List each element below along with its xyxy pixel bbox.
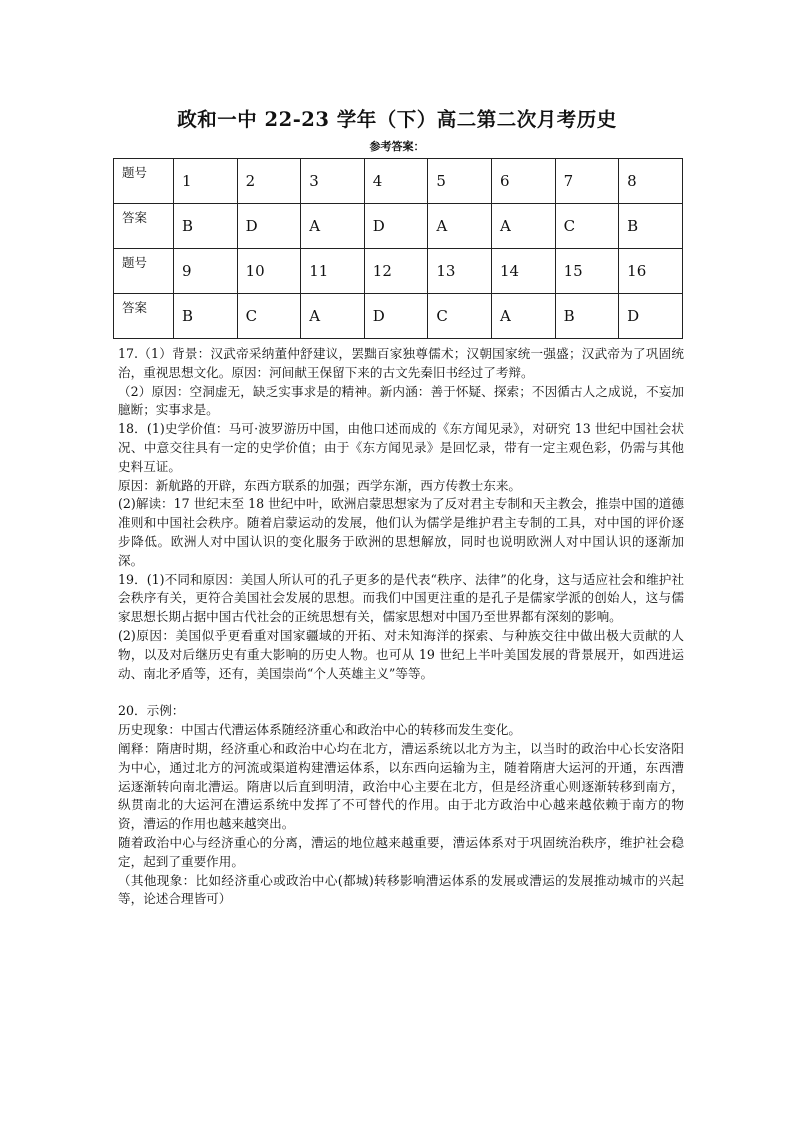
question-number: 16 <box>619 249 683 294</box>
table-row <box>114 294 683 339</box>
answer-paragraph-18-2: (2)解读：17 世纪末至 18 世纪中叶，欧洲启蒙思想家为了反对君主专制和天主教会，推崇中国的道德准则和中国社会秩序。随着启蒙运动的发展，他们认为儒学是维护君主专制的工具，对中国的评价逐步降低。欧洲人对中国认识的变化服务于欧洲的思想解放，同时也说明欧洲人对中国认识的逐渐加深。 <box>118 496 684 568</box>
answer-paragraph-20-explanation: 阐释：隋唐时期，经济重心和政治中心均在北方，漕运系统以北方为主，以当时的政治中心长安洛阳为中心，通过北方的河流或渠道构建漕运体系，以东西向运输为主，随着隋唐大运河的开通，东西漕运逐渐转向南北漕运。隋唐以后直到明清，政治中心主要在北方，但是经济重心则逐渐转移到南方，纵贯南北的大运河在漕运系统中发挥了不可替代的作用。由于北方政治中心越来越依赖于南方的物资，漕运的作用也越来越突出。 <box>118 740 684 832</box>
question-number: 15 <box>555 249 619 294</box>
answer-cell: C <box>555 204 619 249</box>
question-number: 5 <box>428 159 492 204</box>
question-number: 6 <box>491 159 555 204</box>
answer-cell: A <box>491 204 555 249</box>
answer-cell: B <box>174 294 238 339</box>
answer-paragraph-20-phenomenon: 历史现象：中国古代漕运体系随经济重心和政治中心的转移而发生变化。 <box>118 722 521 738</box>
answer-explanations <box>118 345 684 909</box>
question-number: 13 <box>428 249 492 294</box>
answer-cell: A <box>301 204 365 249</box>
answer-cell: D <box>364 294 428 339</box>
answer-key-subtitle: 参考答案： <box>369 140 425 153</box>
answer-cell: A <box>491 294 555 339</box>
question-number: 9 <box>174 249 238 294</box>
page-title: 政和一中 22-23 学年（下）高二第二次月考历史 <box>177 108 617 131</box>
answer-paragraph-20-conclusion: 随着政治中心与经济重心的分离，漕运的地位越来越重要，漕运体系对于巩固统治秩序，维护社会稳定，起到了重要作用。 <box>118 834 684 869</box>
question-number: 4 <box>364 159 428 204</box>
answer-paragraph-18-reason: 原因：新航路的开辟，东西方联系的加强；西学东渐，西方传教士东来。 <box>118 477 521 493</box>
answer-cell: A <box>428 204 492 249</box>
row-header-answer: 答案 <box>114 294 174 339</box>
answer-cell: B <box>619 204 683 249</box>
answer-cell: D <box>619 294 683 339</box>
answer-paragraph-20-other: （其他现象：比如经济重心或政治中心(都城)转移影响漕运体系的发展或漕运的发展推动城市的兴起等，论述合理皆可） <box>118 872 684 907</box>
answer-cell: D <box>364 204 428 249</box>
answer-cell: D <box>237 204 301 249</box>
paragraph-spacer <box>118 683 684 702</box>
answer-paragraph-17-2: （2）原因：空洞虚无，缺乏实事求是的精神。新内涵：善于怀疑、探索；不因循古人之成说，不妄加臆断；实事求是。 <box>118 383 684 418</box>
answer-paragraph-18-1: 18．(1)史学价值：马可·波罗游历中国，由他口述而成的《东方闻见录》，对研究 13 世纪中国社会状况、中意交往具有一定的史学价值；由于《东方闻见录》是回忆录，带有一定主观色彩，仍需与其他史料互证。 <box>118 421 684 474</box>
question-number: 2 <box>237 159 301 204</box>
answer-cell: C <box>237 294 301 339</box>
row-header-question: 题号 <box>114 159 174 204</box>
answer-paragraph-19-1: 19．(1)不同和原因：美国人所认可的孔子更多的是代表“秩序、法律”的化身，这与适应社会和维护社会秩序有关，更符合美国社会发展的思想。而我们中国更注重的是孔子是儒家学派的创始人，这与儒家思想长期占据中国古代社会的正统思想有关，儒家思想对中国乃至世界都有深刻的影响。 <box>118 571 684 625</box>
row-header-question: 题号 <box>114 249 174 294</box>
question-number: 10 <box>237 249 301 294</box>
table-row <box>114 204 683 249</box>
answer-cell: B <box>174 204 238 249</box>
question-number: 1 <box>174 159 238 204</box>
question-number: 14 <box>491 249 555 294</box>
answer-paragraph-17-1: 17.（1）背景：汉武帝采纳董仲舒建议，罢黜百家独尊儒术；汉朝国家统一强盛；汉武帝为了巩固统治，重视思想文化。原因：河间献王保留下来的古文先秦旧书经过了考辩。 <box>118 346 684 380</box>
answer-cell: C <box>428 294 492 339</box>
answer-paragraph-19-2: (2)原因：美国似乎更看重对国家疆域的开拓、对未知海洋的探索、与种族交往中做出极大贡献的人物，以及对后继历史有重大影响的历史人物。也可从 19 世纪上半叶美国发展的背景展开，如西进运动、南北矛盾等，还有，美国崇尚“个人英雄主义”等等。 <box>118 627 684 681</box>
question-number: 12 <box>364 249 428 294</box>
answer-cell: A <box>301 294 365 339</box>
question-number: 7 <box>555 159 619 204</box>
table-row <box>114 249 683 294</box>
answer-cell: B <box>555 294 619 339</box>
row-header-answer: 答案 <box>114 204 174 249</box>
answer-paragraph-20-heading: 20．示例： <box>118 703 185 719</box>
answer-table <box>113 158 683 339</box>
question-number: 3 <box>301 159 365 204</box>
table-row <box>114 159 683 204</box>
question-number: 11 <box>301 249 365 294</box>
question-number: 8 <box>619 159 683 204</box>
